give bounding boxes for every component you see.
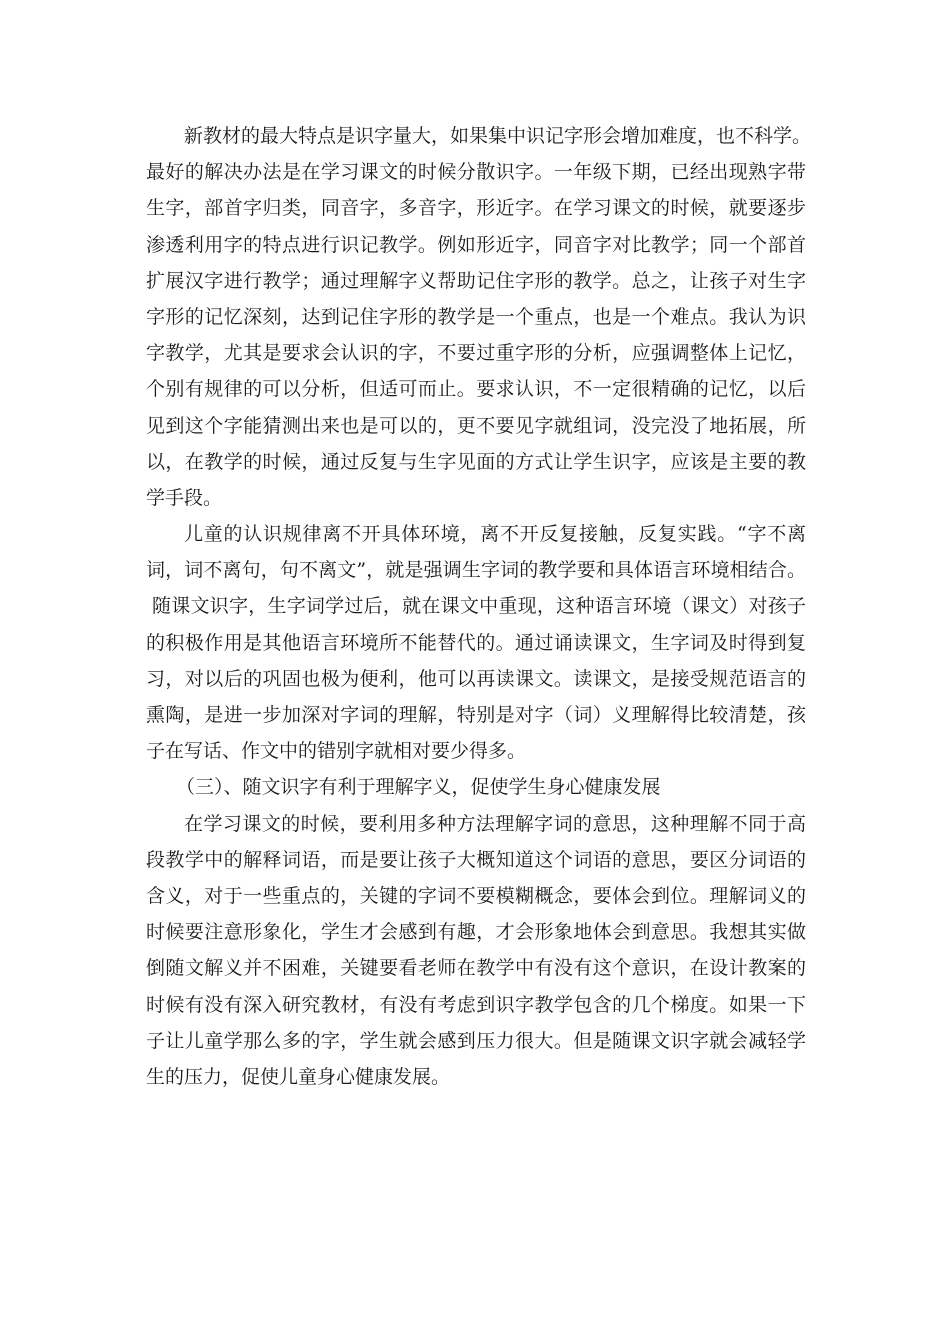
paragraph-line: 倒随文解义并不困难，关键要看老师在教学中有没有这个意识，在设计教案的 (146, 957, 806, 980)
paragraph-line: 习，对以后的巩固也极为便利，他可以再读课文。读课文，是接受规范语言的 (146, 667, 806, 690)
paragraph-line: 渗透利用字的特点进行识记教学。例如形近字，同音字对比教学；同一个部首 (146, 233, 806, 256)
paragraph-line: 在学习课文的时候，要利用多种方法理解字词的意思，这种理解不同于高 (184, 812, 806, 835)
paragraph-line: 新教材的最大特点是识字量大，如果集中识记字形会增加难度，也不科学。 (184, 125, 812, 147)
paragraph-line: 生字，部首字归类，同音字，多音字，形近字。在学习课文的时候，就要逐步 (146, 197, 806, 220)
paragraph-line: 最好的解决办法是在学习课文的时候分散识字。一年级下期，已经出现熟字带 (146, 161, 806, 184)
paragraph-line: 段教学中的解释词语，而是要让孩子大概知道这个词语的意思，要区分词语的 (146, 848, 806, 871)
paragraph-line: 时候要注意形象化，学生才会感到有趣，才会形象地体会到意思。我想其实做 (146, 921, 806, 944)
heading-text: （三）、随文识字有利于理解字义，促使学生身心健康发展 (176, 776, 661, 799)
paragraph-line: 生的压力，促使儿童身心健康发展。 (146, 1065, 451, 1088)
paragraph-1 (146, 118, 812, 516)
paragraph-line: 学手段。 (146, 486, 223, 509)
paragraph-line: 字教学，尤其是要求会认识的字，不要过重字形的分析，应强调整体上记忆， (146, 342, 806, 365)
paragraph-line: 子在写话、作文中的错别字就相对要少得多。 (146, 740, 527, 763)
paragraph-line: 儿童的认识规律离不开具体环境，离不开反复接触，反复实践。“字不离 (184, 523, 806, 546)
paragraph-line: 字形的记忆深刻，达到记住字形的教学是一个重点，也是一个难点。我认为识 (146, 305, 806, 328)
paragraph-line: 子让儿童学那么多的字，学生就会感到压力很大。但是随课文识字就会减轻学 (146, 1029, 806, 1052)
paragraph-line: 扩展汉字进行教学；通过理解字义帮助记住字形的教学。总之，让孩子对生字 (146, 269, 806, 292)
section-heading (146, 769, 806, 805)
paragraph-line: 见到这个字能猜测出来也是可以的，更不要见字就组词，没完没了地拓展，所 (146, 414, 806, 437)
paragraph-line: 含义，对于一些重点的，关键的字词不要模糊概念，要体会到位。理解词义的 (146, 884, 806, 907)
paragraph-line: 随课文识字，生字词学过后，就在课文中重现，这种语言环境（课文）对孩子 (152, 595, 806, 618)
paragraph-line: 个别有规律的可以分析，但适可而止。要求认识，不一定很精确的记忆，以后 (146, 378, 806, 401)
paragraph-line: 时候有没有深入研究教材，有没有考虑到识字教学包含的几个梯度。如果一下 (146, 993, 806, 1016)
paragraph-line: 的积极作用是其他语言环境所不能替代的。通过诵读课文，生字词及时得到复 (146, 631, 806, 654)
paragraph-line: 以，在教学的时候，通过反复与生字见面的方式让学生识字，应该是主要的教 (146, 450, 806, 473)
paragraph-2 (146, 516, 806, 769)
paragraph-3 (146, 806, 806, 1096)
paragraph-line: 熏陶，是进一步加深对字词的理解，特别是对字（词）义理解得比较清楚，孩 (146, 704, 806, 726)
document-body (146, 118, 812, 1095)
paragraph-line: 词，词不离句，句不离文”，就是强调生字词的教学要和具体语言环境相结合。 (146, 559, 806, 582)
